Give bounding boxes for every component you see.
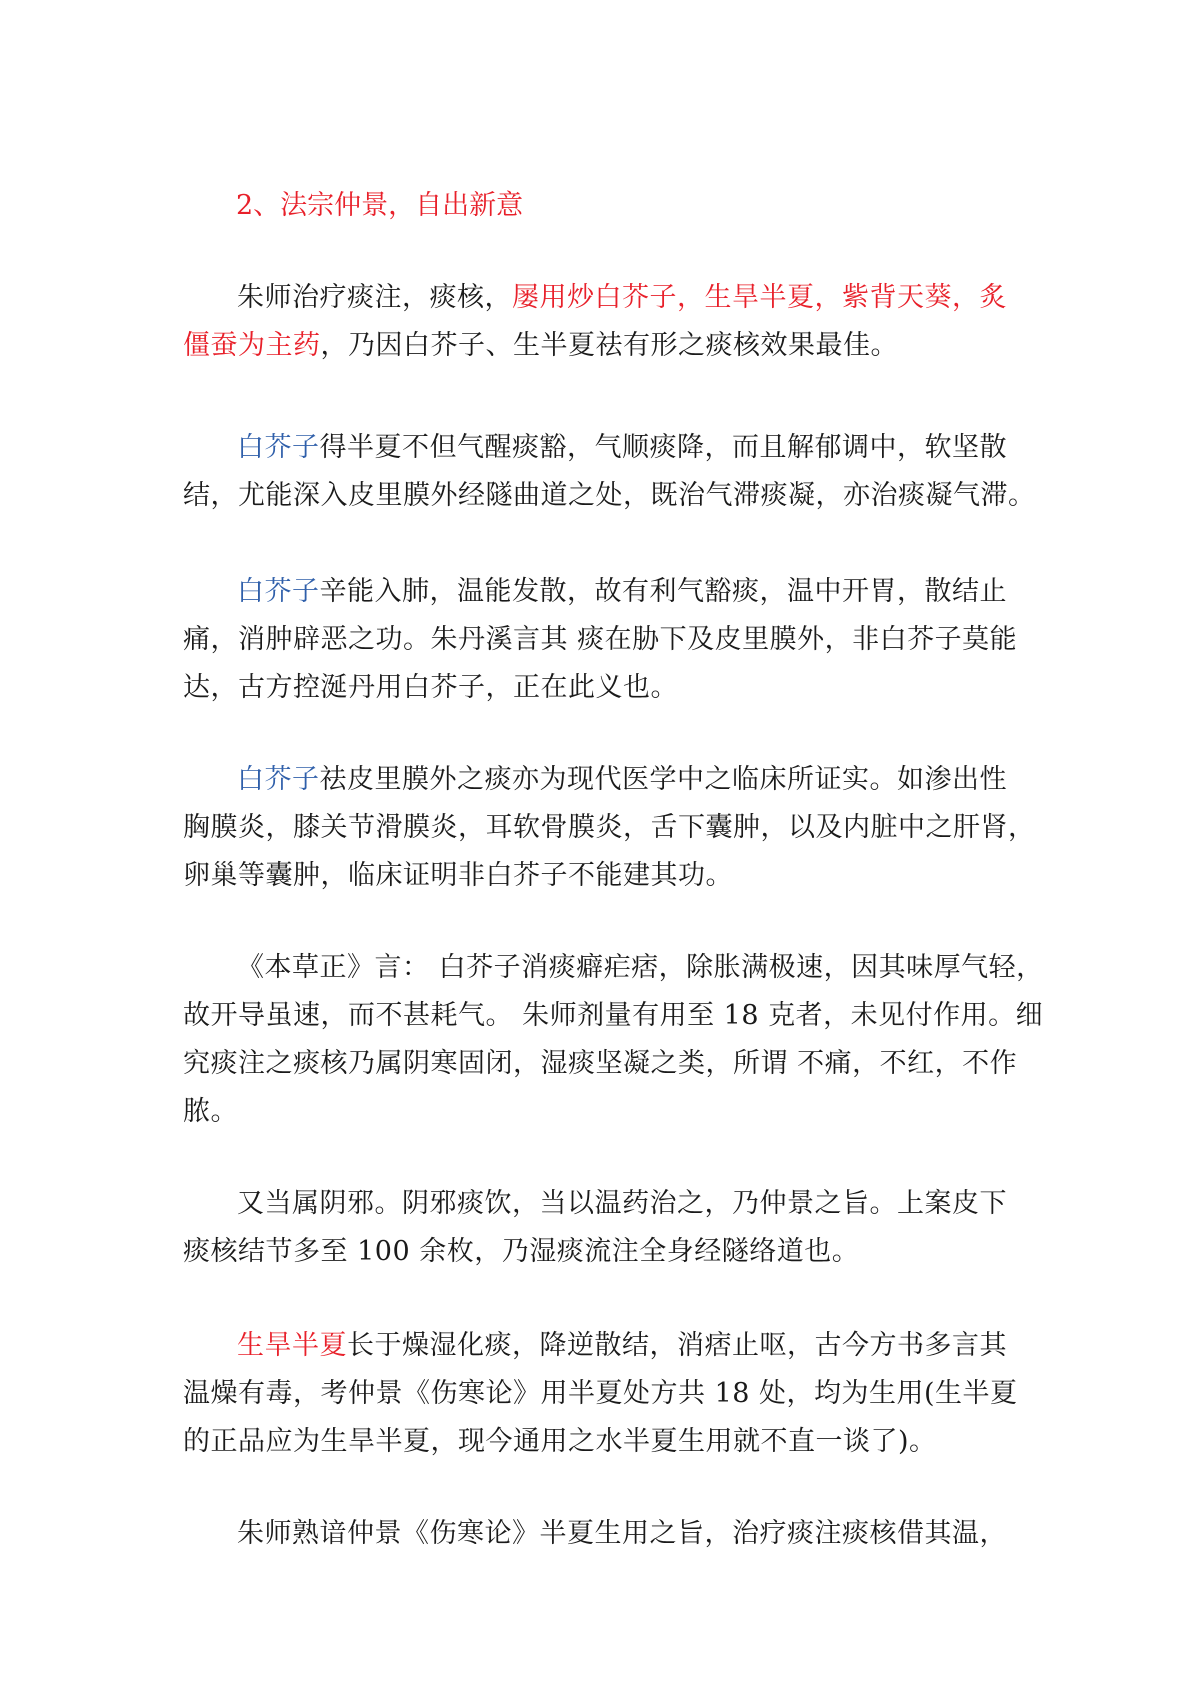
text-run: ，乃因白芥子、生半夏祛有形之痰核效果最佳。 [320,330,898,361]
paragraph-line: 结，尤能深入皮里膜外经隧曲道之处，既治气滞痰凝，亦治痰凝气滞。 [183,480,1036,511]
paragraph-line: 痛，消肿辟恶之功。朱丹溪言其 痰在胁下及皮里膜外，非白芥子莫能 [183,624,1018,655]
text-run: 辛能入肺，温能发散，故有利气豁痰，温中开胃，散结止 [319,576,1007,607]
paragraph-line [183,1322,1023,1370]
paragraph-line [183,322,1023,370]
paragraph-2 [183,424,1036,520]
paragraph-line: 痰核结节多至 100 余枚，乃湿痰流注全身经隧络道也。 [183,1236,860,1267]
highlight-red: 生旱半夏 [237,1330,347,1361]
paragraph-line [183,756,1023,804]
paragraph-line: 《本草正》言： 白芥子消痰癖疟痞，除胀满极速，因其味厚气轻， [237,952,1044,983]
paragraph-line: 温燥有毒，考仲景《伤寒论》用半夏处方共 18 处，均为生用(生半夏 [183,1378,1018,1409]
highlight-blue: 白芥子 [237,764,320,795]
paragraph-6 [183,1180,1023,1276]
highlight-red: 屡用炒白芥子，生旱半夏，紫背天葵，炙 [512,282,1007,313]
paragraph-line [183,568,1023,616]
paragraph-1 [183,274,1023,370]
paragraph-line: 胸膜炎，膝关节滑膜炎，耳软骨膜炎，舌下囊肿，以及内脏中之肝肾， [183,812,1036,843]
text-run: 长于燥湿化痰，降逆散结，消痞止呕，古今方书多言其 [347,1330,1007,1361]
text-run: 得半夏不但气醒痰豁，气顺痰降，而且解郁调中，软坚散 [319,432,1007,463]
paragraph-line [183,424,1023,472]
paragraph-line [183,274,1023,322]
highlight-red: 僵蚕为主药 [183,330,321,361]
text-run: 祛皮里膜外之痰亦为现代医学中之临床所证实。如渗出性 [319,764,1007,795]
paragraph-line: 朱师熟谙仲景《伤寒论》半夏生用之旨，治疗痰注痰核借其温， [237,1518,1007,1549]
paragraph-line: 达，古方控涎丹用白芥子，正在此义也。 [183,672,678,703]
paragraph-7 [183,1322,1023,1466]
paragraph-line: 卵巢等囊肿，临床证明非白芥子不能建其功。 [183,860,733,891]
paragraph-line: 又当属阴邪。阴邪痰饮，当以温药治之，乃仲景之旨。上案皮下 [237,1188,1007,1219]
paragraph-line: 的正品应为生旱半夏，现今通用之水半夏生用就不直一谈了)。 [183,1426,937,1457]
section-heading: 2、法宗仲景，自出新意 [236,190,524,221]
paragraph-line: 究痰注之痰核乃属阴寒固闭，湿痰坚凝之类，所谓 不痛，不红，不作 [183,1048,1018,1079]
paragraph-3 [183,568,1023,712]
paragraph-8 [183,1510,1023,1558]
highlight-blue: 白芥子 [237,576,320,607]
paragraph-line: 脓。 [183,1096,238,1127]
paragraph-5 [183,944,1044,1136]
text-run: 朱师治疗痰注，痰核， [237,282,512,313]
paragraph-line: 故开导虽速，而不甚耗气。 朱师剂量有用至 18 克者，未见付作用。细 [183,1000,1044,1031]
highlight-blue: 白芥子 [237,432,320,463]
paragraph-4 [183,756,1036,900]
